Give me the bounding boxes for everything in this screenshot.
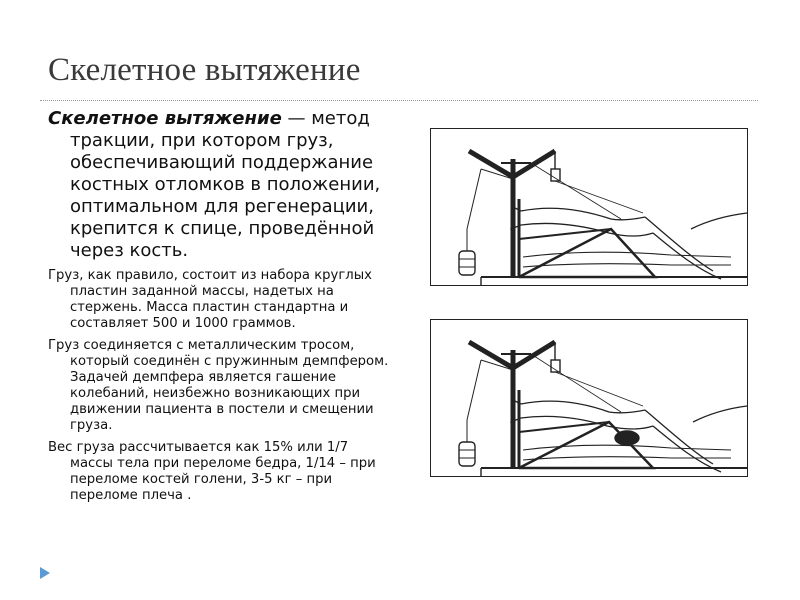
intro-paragraph (48, 108, 393, 262)
knee-pad (615, 431, 639, 445)
small-weight (551, 169, 560, 181)
traction-drawing-top (431, 129, 747, 285)
intro-text: — метод тракции, при котором груз, обеспечивающий поддержание костных отломков в положении, оптимальном для регенерации, крепится к спице, проведённой через кость. (70, 108, 381, 261)
paragraph-weights: Груз, как правило, состоит из набора круглых пластин заданной массы, надетых на стержень. Масса пластин стандартна и составляет 500 и 1000 граммов. (48, 268, 372, 331)
traction-illustration (430, 128, 748, 477)
triangle-right-icon[interactable] (39, 566, 51, 580)
weight-stack (459, 251, 475, 275)
traction-diagram-bottom (430, 319, 748, 477)
paragraph-calculation: Вес груза рассчитывается как 15% или 1/7 массы тела при переломе бедра, 1/14 – при переломе костей голени, 3-5 кг – при переломе плеча . (48, 440, 376, 503)
patient-thigh (645, 217, 713, 271)
intro-term: Скелетное вытяжение (48, 108, 282, 129)
traction-rope (467, 169, 481, 229)
slide-body (48, 108, 393, 510)
traction-drawing-bottom (431, 320, 747, 476)
title-divider (40, 100, 758, 101)
patient-body (691, 213, 747, 229)
traction-diagram-top (430, 128, 748, 286)
patient-leg-upper (521, 208, 645, 220)
slide-title: Скелетное вытяжение (48, 52, 361, 88)
paragraph-damper: Груз соединяется с металлическим тросом, который соединён с пружинным демпфером. Задачей демпфера является гашение колебаний, неизбежно возникающих при движении пациента в постели и смещении груза. (48, 338, 389, 433)
weight-stack (459, 442, 475, 466)
